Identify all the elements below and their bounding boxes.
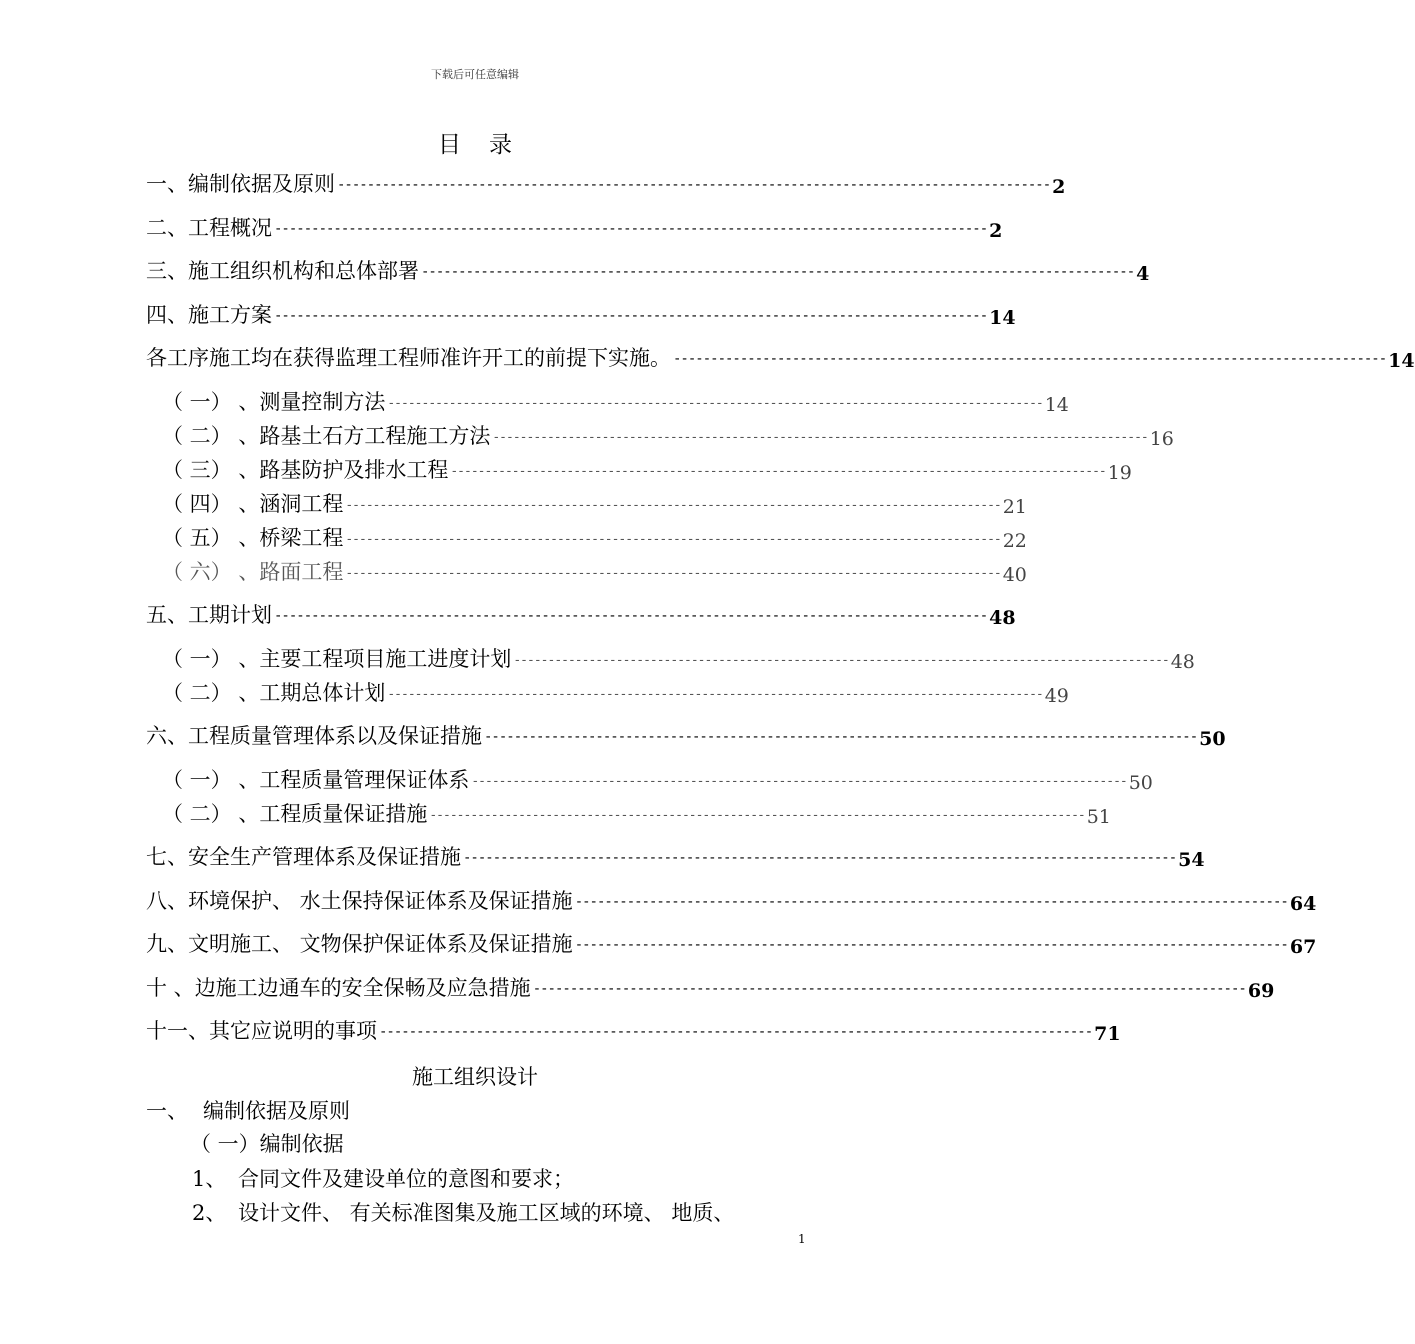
toc-entry-number: （ 一） 、	[162, 768, 260, 792]
toc-entry[interactable]	[146, 342, 1415, 372]
toc-entry-number: 五、	[146, 603, 188, 627]
toc-entry-page: 22	[1002, 530, 1027, 552]
toc-leader-dashes: ------------------------------------------------------------------------------------------------	[337, 177, 1051, 193]
toc-entry-number: 一、	[146, 172, 188, 196]
toc-subentry[interactable]	[146, 556, 1027, 586]
toc-entry-page: 14	[1044, 394, 1069, 416]
toc-subentry[interactable]	[146, 386, 1069, 416]
toc-entry-page: 14	[989, 307, 1016, 329]
toc-entry-text: 工程概况	[188, 216, 272, 240]
toc-entry-page: 64	[1289, 893, 1317, 915]
toc-entry-number: （ 四） 、	[162, 492, 260, 516]
toc-entry-text: 安全生产管理体系及保证措施	[188, 845, 461, 869]
list-item-number: 2、	[192, 1201, 227, 1225]
toc-entry[interactable]	[146, 972, 1275, 1002]
toc-subentry[interactable]	[146, 420, 1174, 450]
toc-entry-number: 六、	[146, 724, 188, 748]
toc-entry-number: 十一、	[146, 1019, 209, 1043]
toc-entry-page: 4	[1136, 263, 1150, 285]
toc-entry[interactable]	[146, 720, 1226, 750]
toc-entry-text: 涵洞工程	[259, 492, 344, 516]
toc-entry-page: 69	[1247, 980, 1275, 1002]
toc-entry-text: 施工方案	[188, 303, 272, 327]
toc-entry-number: （ 五） 、	[162, 526, 260, 550]
toc-entry-number: （ 一） 、	[162, 647, 260, 671]
toc-subentry[interactable]	[146, 454, 1132, 484]
toc-entry[interactable]	[146, 841, 1205, 871]
toc-entry-page: 50	[1128, 772, 1153, 794]
toc-title: 目录	[438, 132, 540, 158]
list-item-text: 合同文件及建设单位的意图和要求；	[238, 1167, 574, 1191]
toc-leader-dashes: ------------------------------------------------------------------------------------------------	[345, 498, 1001, 513]
toc-entry-text: 其它应说明的事项	[209, 1019, 377, 1043]
header-note: 下载后可任意编辑	[431, 68, 519, 81]
toc-entry-text: 路面工程	[259, 560, 344, 584]
toc-entry[interactable]	[146, 599, 1016, 629]
toc-leader-dashes: ------------------------------------------------------------------------------------------------	[471, 774, 1127, 789]
toc-subentry[interactable]	[146, 677, 1069, 707]
section-number: 一、	[146, 1099, 188, 1123]
toc-entry-page: 71	[1094, 1023, 1121, 1045]
toc-leader-dashes: ------------------------------------------------------------------------------------------------	[429, 808, 1085, 823]
toc-entry-number: 七、	[146, 845, 188, 869]
toc-leader-dashes: ------------------------------------------------------------------------------------------------	[274, 221, 988, 237]
toc-entry-text: 路基防护及排水工程	[259, 458, 449, 482]
toc-entry-number: 三、	[146, 259, 188, 283]
toc-entry-number: （ 一） 、	[162, 390, 260, 414]
toc-leader-dashes: ------------------------------------------------------------------------------------------------	[345, 532, 1001, 547]
toc-entry-number: 二、	[146, 216, 188, 240]
toc-entry[interactable]	[146, 1015, 1121, 1045]
toc-entry[interactable]	[146, 168, 1066, 198]
toc-leader-dashes: ------------------------------------------------------------------------------------------------	[492, 430, 1148, 445]
toc-leader-dashes: ------------------------------------------------------------------------------------------------	[463, 850, 1177, 866]
subsection-heading: （ 一）编制依据	[190, 1132, 344, 1156]
list-item-number: 1、	[192, 1167, 227, 1191]
toc-entry-text: 文明施工、 文物保护保证体系及保证措施	[188, 932, 573, 956]
toc-entry[interactable]	[146, 928, 1317, 958]
toc-entry-page: 2	[989, 220, 1003, 242]
toc-entry-page: 40	[1002, 564, 1027, 586]
page-number: 1	[798, 1232, 806, 1246]
toc-subentry[interactable]	[146, 643, 1195, 673]
toc-subentry[interactable]	[146, 488, 1027, 518]
toc-leader-dashes: ------------------------------------------------------------------------------------------------	[345, 566, 1001, 581]
toc-entry-text: 工程质量管理体系以及保证措施	[188, 724, 482, 748]
toc-entry-text: 工期计划	[188, 603, 272, 627]
toc-entry-page: 19	[1107, 462, 1132, 484]
toc-leader-dashes: ------------------------------------------------------------------------------------------------	[450, 464, 1106, 479]
toc-leader-dashes: ------------------------------------------------------------------------------------------------	[387, 396, 1043, 411]
toc-entry[interactable]	[146, 299, 1016, 329]
toc-entry-text: 路基土石方工程施工方法	[259, 424, 491, 448]
toc-entry-number: 十 、	[146, 976, 195, 1000]
toc-leader-dashes: ------------------------------------------------------------------------------------------------	[387, 687, 1043, 702]
toc-leader-dashes: ------------------------------------------------------------------------------------------------	[379, 1024, 1093, 1040]
list-item	[192, 1163, 574, 1193]
section-heading	[146, 1095, 350, 1125]
toc-entry-number: 四、	[146, 303, 188, 327]
toc-entry-number: （ 二） 、	[162, 681, 260, 705]
document-title: 施工组织设计	[412, 1065, 538, 1089]
toc-entry[interactable]	[146, 212, 1003, 242]
list-item	[192, 1197, 734, 1227]
toc-entry-text: 测量控制方法	[259, 390, 386, 414]
toc-leader-dashes: ------------------------------------------------------------------------------------------------	[484, 729, 1198, 745]
toc-entry-number: （ 三） 、	[162, 458, 260, 482]
toc-leader-dashes: ------------------------------------------------------------------------------------------------	[513, 653, 1169, 668]
toc-entry-number: 九、	[146, 932, 188, 956]
toc-entry-text: 编制依据及原则	[188, 172, 335, 196]
toc-subentry[interactable]	[146, 764, 1153, 794]
toc-entry-text: 主要工程项目施工进度计划	[259, 647, 512, 671]
toc-entry-text: 工程质量管理保证体系	[259, 768, 470, 792]
toc-entry[interactable]	[146, 885, 1317, 915]
toc-entry-page: 16	[1149, 428, 1174, 450]
toc-entry-page: 54	[1178, 849, 1205, 871]
toc-subentry[interactable]	[146, 798, 1111, 828]
toc-leader-dashes: ------------------------------------------------------------------------------------------------	[532, 981, 1246, 997]
section-title: 编制依据及原则	[203, 1099, 350, 1123]
toc-leader-dashes: ------------------------------------------------------------------------------------------------	[574, 937, 1288, 953]
toc-entry-page: 48	[1170, 651, 1195, 673]
toc-entry-text: 工期总体计划	[259, 681, 386, 705]
toc-leader-dashes: ------------------------------------------------------------------------------------------------	[421, 264, 1135, 280]
toc-entry-text: 边施工边通车的安全保畅及应急措施	[194, 976, 531, 1000]
toc-entry-text: 环境保护、 水土保持保证体系及保证措施	[188, 889, 573, 913]
toc-leader-dashes: ------------------------------------------------------------------------------------------------	[673, 351, 1387, 367]
toc-subentry[interactable]	[146, 522, 1027, 552]
toc-entry-number: （ 二） 、	[162, 802, 260, 826]
toc-entry-number: （ 二） 、	[162, 424, 260, 448]
toc-entry-page: 50	[1199, 728, 1226, 750]
toc-entry-page: 14	[1388, 350, 1415, 372]
toc-entry-text: 施工组织机构和总体部署	[188, 259, 419, 283]
list-item-text: 设计文件、 有关标准图集及施工区域的环境、 地质、	[238, 1201, 735, 1225]
toc-entry-text: 桥梁工程	[259, 526, 344, 550]
toc-entry-text: 工程质量保证措施	[259, 802, 428, 826]
toc-entry-number: （ 六） 、	[162, 560, 260, 584]
toc-leader-dashes: ------------------------------------------------------------------------------------------------	[574, 894, 1288, 910]
toc-entry-number: 八、	[146, 889, 188, 913]
toc-entry[interactable]	[146, 255, 1150, 285]
toc-leader-dashes: ------------------------------------------------------------------------------------------------	[274, 608, 988, 624]
toc-entry-page: 67	[1289, 936, 1317, 958]
toc-entry-text: 各工序施工均在获得监理工程师准许开工的前提下实施。	[146, 346, 671, 370]
toc-leader-dashes: ------------------------------------------------------------------------------------------------	[274, 308, 988, 324]
toc-entry-page: 2	[1052, 176, 1066, 198]
toc-entry-page: 48	[989, 607, 1016, 629]
toc-entry-page: 21	[1002, 496, 1027, 518]
toc-entry-page: 49	[1044, 685, 1069, 707]
toc-entry-page: 51	[1086, 806, 1111, 828]
